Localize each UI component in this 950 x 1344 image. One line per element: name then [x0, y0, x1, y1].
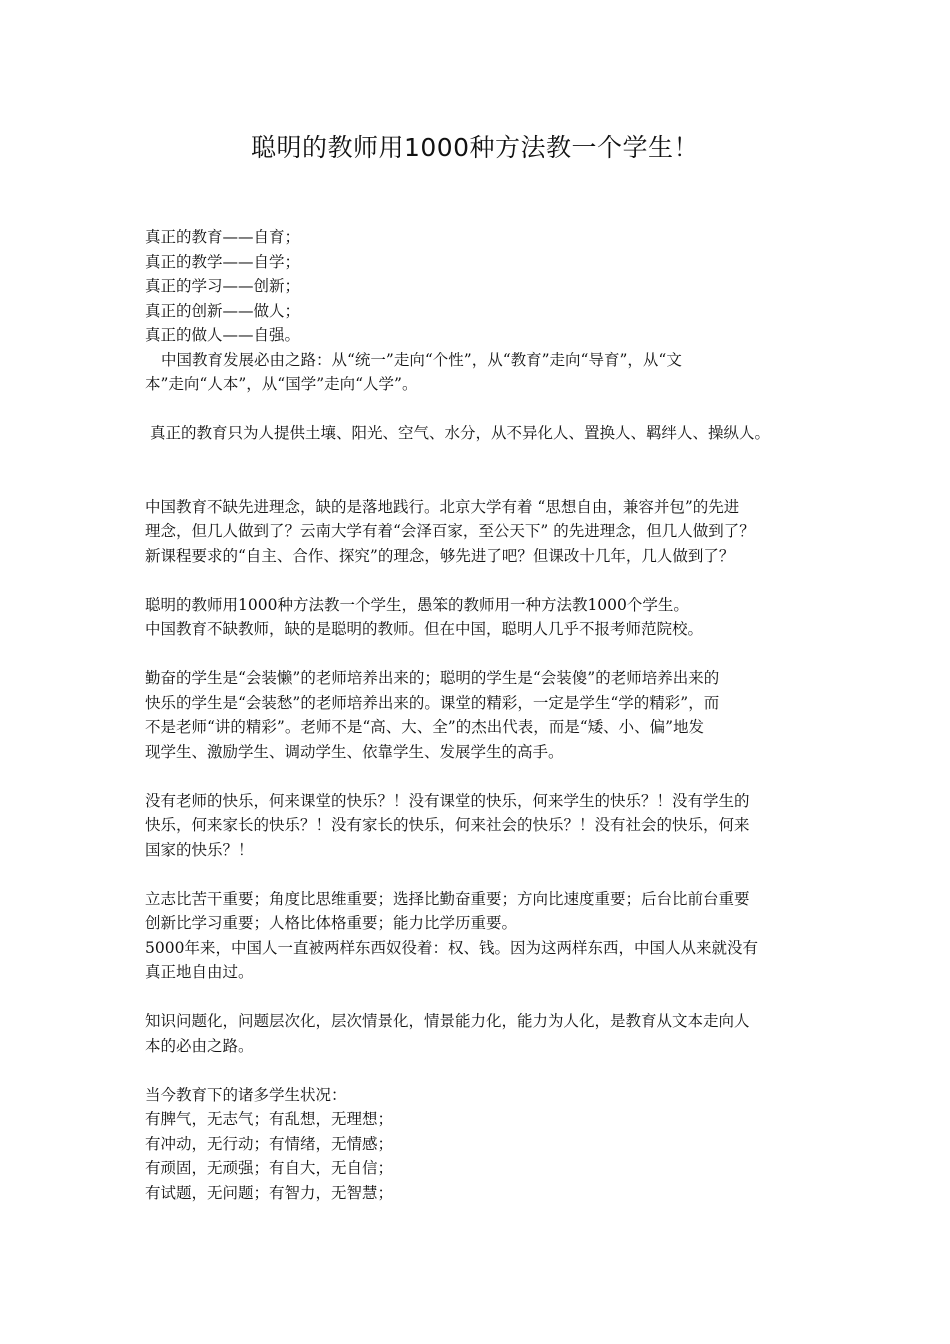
paragraph-line: 5000年来，中国人一直被两样东西奴役着：权、钱。因为这两样东西，中国人从来就没有: [145, 938, 758, 957]
paragraph-line: 勤奋的学生是“会装懒”的老师培养出来的；聪明的学生是“会装傻”的老师培养出来的: [145, 669, 720, 687]
truth-line: 真正的教育——自育；: [145, 228, 301, 246]
truth-line: 真正的学习——创新；: [145, 277, 301, 295]
knowledge-paragraph: [145, 1009, 810, 1058]
paragraph-line: 快乐，何来家长的快乐？！没有家长的快乐，何来社会的快乐？！没有社会的快乐，何来: [145, 816, 750, 834]
section-heading: 当今教育下的诸多学生状况：: [145, 1085, 347, 1104]
paragraph-line: 创新比学习重要；人格比体格重要；能力比学历重要。: [145, 914, 518, 932]
list-item: 有顽固，无顽强；有自大，无自信；: [145, 1159, 394, 1177]
concept-paragraph: [145, 495, 810, 569]
clever-teacher-paragraph: [145, 593, 810, 642]
paragraph-line: 中国教育不缺先进理念，缺的是落地践行。北京大学有着 “思想自由，兼容并包”的先进: [145, 497, 740, 516]
path-paragraph: [145, 348, 810, 397]
paragraph-line: 中国教育不缺教师，缺的是聪明的教师。但在中国，聪明人几乎不报考师范院校。: [145, 620, 704, 638]
paragraph-line: 聪明的教师用1000种方法教一个学生，愚笨的教师用一种方法教1000个学生。: [145, 595, 689, 614]
paragraph-line: 不是老师“讲的精彩”。老师不是“高、大、全”的杰出代表，而是“矮、小、偏”地发: [145, 718, 705, 736]
paragraph-line: 现学生、激励学生、调动学生、依靠学生、发展学生的高手。: [145, 742, 564, 761]
paragraph-line: 本的必由之路。: [145, 1036, 254, 1055]
diligent-paragraph: [145, 666, 810, 764]
paragraph-line: 真正地自由过。: [145, 963, 254, 981]
paragraph-line: 理念，但几人做到了？云南大学有着“会泽百家，至公天下” 的先进理念，但几人做到了？: [145, 522, 755, 540]
truth-line: 真正的做人——自强。: [145, 326, 301, 344]
importance-paragraph: [145, 887, 810, 985]
paragraph-line: 新课程要求的“自主、合作、探究”的理念，够先进了吧？但课改十几年，几人做到了？: [145, 546, 735, 565]
list-item: 有试题，无问题；有智力，无智慧；: [145, 1183, 394, 1202]
paragraph-line: 中国教育发展必由之路：从“统一”走向“个性”，从“教育”走向“导育”，从“文: [161, 350, 682, 369]
document-body: [145, 225, 810, 1205]
paragraph-line: 国家的快乐？！: [145, 840, 254, 859]
list-item: 有冲动，无行动；有情绪，无情感；: [145, 1134, 394, 1153]
paragraph-line: 快乐的学生是“会装愁”的老师培养出来的。课堂的精彩，一定是学生“学的精彩”，而: [145, 693, 720, 712]
paragraph-line: 本”走向“人本”，从“国学”走向“人学”。: [145, 375, 418, 393]
paragraph-line: 知识问题化，问题层次化，层次情景化，情景能力化，能力为人化，是教育从文本走向人: [145, 1012, 750, 1030]
paragraph-line: 真正的教育只为人提供土壤、阳光、空气、水分，从不异化人、置换人、羁绊人、操纵人。: [150, 424, 771, 442]
happiness-paragraph: [145, 789, 810, 863]
truths-list: [145, 225, 810, 348]
students-section: [145, 1083, 810, 1206]
truth-line: 真正的教学——自学；: [145, 252, 301, 271]
list-item: 有脾气，无志气；有乱想，无理想；: [145, 1110, 394, 1128]
true-education-paragraph: [145, 421, 810, 446]
truth-line: 真正的创新——做人；: [145, 301, 301, 320]
paragraph-line: 没有老师的快乐，何来课堂的快乐？！没有课堂的快乐，何来学生的快乐？！没有学生的: [145, 791, 750, 810]
page-title: 聪明的教师用1000种方法教一个学生！: [250, 133, 700, 162]
paragraph-line: 立志比苦干重要；角度比思维重要；选择比勤奋重要；方向比速度重要；后台比前台重要: [145, 889, 750, 908]
